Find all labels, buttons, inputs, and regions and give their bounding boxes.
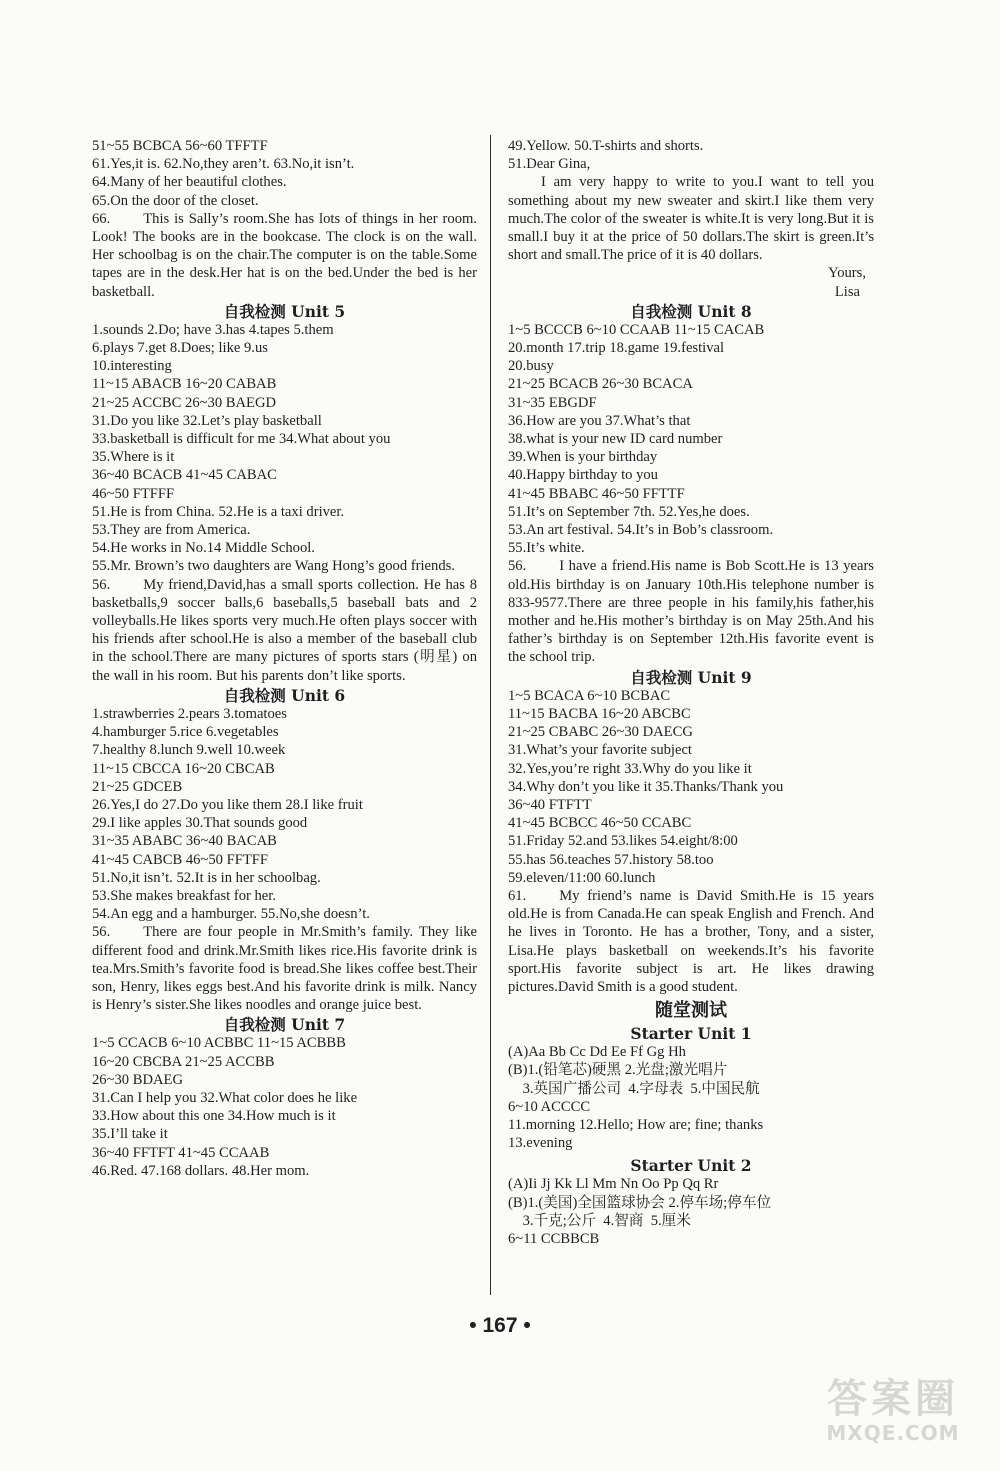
answer-line: 39.When is your birthday [508, 449, 658, 466]
unit6-heading: 自我检测 Unit 6 [223, 685, 346, 705]
starter-unit2-heading: Starter Unit 2 [630, 1156, 752, 1176]
answer-line: 41~45 BCBCC 46~50 CCABC [508, 815, 692, 832]
answer-line: 61.Yes,it is. 62.No,they aren’t. 63.No,it isn’t. [92, 156, 355, 173]
answer-line: 46~50 FTFFF [92, 485, 175, 502]
answer-line: 53.They are from America. [92, 522, 251, 539]
answer-line: 36.How are you 37.What’s that [508, 412, 691, 429]
answer-line: 46.Red. 47.168 dollars. 48.Her mom. [92, 1162, 310, 1179]
answer-line: 11.morning 12.Hello; How are; fine; thanks [508, 1116, 764, 1133]
answer-line: 10.interesting [92, 358, 172, 375]
answer-line: 34.Why don’t you like it 35.Thanks/Thank you [508, 778, 784, 795]
answer-line: 55.has 56.teaches 57.history 58.too [508, 851, 714, 868]
unit9-heading: 自我检测 Unit 9 [630, 667, 752, 687]
answer-line: 11~15 BACBA 16~20 ABCBC [508, 705, 691, 722]
page-number: • 167 • [469, 1314, 531, 1337]
column-divider [490, 135, 491, 1295]
answer-line: 31~35 ABABC 36~40 BACAB [92, 833, 277, 850]
answer-line: 31.What’s your favorite subject [508, 742, 692, 759]
watermark-cn: 答案圈 [827, 1376, 959, 1422]
essay-61-unit9 [508, 887, 874, 996]
item-number: 56. [92, 924, 111, 941]
answer-line: 53.She makes breakfast for her. [92, 887, 276, 904]
answer-line: (A)Aa Bb Cc Dd Ee Ff Gg Hh [508, 1044, 686, 1061]
answer-line: 54.He works in No.14 Middle School. [92, 540, 315, 557]
answer-line: 41~45 BBABC 46~50 FFTTF [508, 485, 685, 502]
answer-line: 11~15 ABACB 16~20 CABAB [92, 376, 277, 393]
answer-line: 1.strawberries 2.pears 3.tomatoes [92, 705, 287, 722]
essay-56-unit5 [92, 576, 477, 685]
quiz-heading: 随堂测试 [655, 1000, 727, 1022]
answer-line: 1~5 BCCCB 6~10 CCAAB 11~15 CACAB [508, 321, 765, 338]
page-number-value: 167 [482, 1314, 518, 1337]
answer-line: 20.month 17.trip 18.game 19.festival [508, 340, 725, 357]
answer-line: 11~15 CBCCA 16~20 CBCAB [92, 760, 275, 777]
answer-line: 64.Many of her beautiful clothes. [92, 174, 287, 191]
item-number: 56. [92, 576, 111, 593]
essay-text: My friend,David,has a small sports collection. He has 8 basketballs,9 soccer balls,6 baseballs,5 baseball bats and 2 volleyballs.He likes sports very much.He often plays soccer with his friends after school.He is also a member of the baseball club in the school.There are many pictures of sports stars (明星) on the wall in his room. But his parents don’t like sports. [92, 576, 477, 684]
answer-line: 7.healthy 8.lunch 9.well 10.week [92, 742, 286, 759]
answer-line: 55.It’s white. [508, 540, 585, 557]
essay-66 [92, 210, 477, 301]
answer-line: 36~40 FTFTT [508, 796, 592, 813]
letter-body [508, 173, 874, 264]
answer-line: (B)1.(美国)全国篮球协会 2.停车场;停车位 [508, 1194, 772, 1211]
essay-text: This is Sally’s room.She has lots of things in her room. Look! The books are in the bookcase. The clock is on the wall. Her schoolbag is on the chair.The computer is on the table.Some tapes are in the desk.Her hat is on the bed.Under the bed is her basketball. [92, 210, 477, 300]
answer-line: 33.basketball is difficult for me 34.What about you [92, 431, 391, 448]
answer-line: 21~25 BCACB 26~30 BCACA [508, 376, 693, 393]
left-column [92, 137, 477, 1180]
essay-56-unit6 [92, 923, 477, 1014]
letter-text: I am very happy to write to you.I want to tell you something about my new sweater and skirt.I like them very much.The color of the sweater is white.It is very long.But it is small.I buy it at the price of 50 dollars.The skirt is green.It’s short and small.The price of it is 40 dollars. [508, 174, 874, 264]
answer-line: 26.Yes,I do 27.Do you like them 28.I like fruit [92, 796, 363, 813]
answer-line: 65.On the door of the closet. [92, 192, 259, 209]
answer-line: 4.hamburger 5.rice 6.vegetables [92, 724, 279, 741]
answer-line: 51~55 BCBCA 56~60 TFFTF [92, 138, 268, 154]
answer-line: 13.evening [508, 1135, 573, 1152]
answer-line: 16~20 CBCBA 21~25 ACCBB [92, 1053, 275, 1070]
watermark-logo [808, 1377, 978, 1457]
answer-line: 51.Friday 52.and 53.likes 54.eight/8:00 [508, 833, 738, 850]
essay-text: My friend’s name is David Smith.He is 15 years old.He is from Canada.He can speak English and French. And he lives in Toronto. He has a brother, Tony, and a sister, Lisa.He plays basketball on weekends.It’s his favorite sport.His favorite subject is art. He likes drawing pictures.David Smith is a good student. [508, 887, 874, 995]
answer-line: 54.An egg and a hamburger. 55.No,she doesn’t. [92, 906, 370, 923]
answer-line: 1~5 BCACA 6~10 BCBAC [508, 687, 671, 704]
item-number: 56. [508, 558, 527, 575]
answer-line: 1.sounds 2.Do; have 3.has 4.tapes 5.them [92, 321, 334, 338]
answer-line: 6~11 CCBBCB [508, 1230, 600, 1247]
letter-closing: Yours, [828, 265, 866, 282]
answer-line: 3.英国广播公司 4.字母表 5.中国民航 [508, 1080, 760, 1097]
answer-line: 55.Mr. Brown’s two daughters are Wang Hong’s good friends. [92, 558, 455, 575]
answer-line: 33.How about this one 34.How much is it [92, 1108, 336, 1125]
unit5-heading: 自我检测 Unit 5 [223, 301, 346, 321]
answer-line: 35.I’ll take it [92, 1126, 168, 1143]
answer-line: 3.千克;公斤 4.智商 5.厘米 [508, 1212, 691, 1229]
answer-line: 36~40 BCACB 41~45 CABAC [92, 467, 277, 484]
answer-line: 41~45 CABCB 46~50 FFTFF [92, 851, 268, 868]
answer-line: (B)1.(铅笔芯)硬黑 2.光盘;激光唱片 [508, 1062, 728, 1079]
answer-line: 53.An art festival. 54.It’s in Bob’s classroom. [508, 522, 774, 539]
answer-line: 1~5 CCACB 6~10 ACBBC 11~15 ACBBB [92, 1035, 346, 1052]
answer-line: 31.Can I help you 32.What color does he like [92, 1089, 358, 1106]
answer-line: 32.Yes,you’re right 33.Why do you like it [508, 760, 752, 777]
item-number: 66. [92, 210, 111, 227]
starter-unit1-heading: Starter Unit 1 [630, 1024, 752, 1044]
letter-signature: Lisa [834, 283, 860, 300]
answer-line: 38.what is your new ID card number [508, 431, 723, 448]
unit8-heading: 自我检测 Unit 8 [630, 301, 752, 321]
answer-line: 51.No,it isn’t. 52.It is in her schoolbag. [92, 869, 321, 886]
answer-line: 21~25 CBABC 26~30 DAECG [508, 724, 693, 741]
essay-text: There are four people in Mr.Smith’s family. They like different food and drink.Mr.Smith likes rice.His favorite drink is tea.Mrs.Smith’s favorite food is bread.She likes coffee best.Their son, Henry, likes eggs best.And his favorite drink is milk. Nancy is Henry’s sister.She likes noodles and orange juice best. [92, 924, 477, 1014]
answer-line: 40.Happy birthday to you [508, 467, 658, 484]
answer-line: 6.plays 7.get 8.Does; like 9.us [92, 340, 268, 357]
answer-line: 51.It’s on September 7th. 52.Yes,he does. [508, 503, 750, 520]
watermark-url: MXQE.COM [826, 1421, 960, 1445]
answer-line: 21~25 GDCEB [92, 778, 183, 795]
answer-line: 6~10 ACCCC [508, 1098, 591, 1115]
answer-line: (A)Ii Jj Kk Ll Mm Nn Oo Pp Qq Rr [508, 1176, 719, 1193]
answer-line: 51.Dear Gina, [508, 156, 591, 173]
answer-line: 20.busy [508, 358, 554, 375]
essay-56-unit8 [508, 557, 874, 666]
answer-line: 29.I like apples 30.That sounds good [92, 815, 308, 832]
answer-line: 35.Where is it [92, 449, 175, 466]
answer-line: 31~35 EBGDF [508, 394, 597, 411]
right-column [508, 137, 874, 1248]
item-number: 61. [508, 887, 527, 904]
answer-line: 26~30 BDAEG [92, 1071, 183, 1088]
essay-text: I have a friend.His name is Bob Scott.He is 13 years old.His birthday is on January 10th.His telephone number is 833-9577.There are three people in his family,his father,his mother and he.His mother’s birthday is on May 25th.And his father’s birthday is on September 12th.His favorite event is the school trip. [508, 558, 874, 666]
unit7-heading: 自我检测 Unit 7 [223, 1015, 346, 1035]
answer-line: 49.Yellow. 50.T-shirts and shorts. [508, 138, 704, 154]
answer-line: 36~40 FFTFT 41~45 CCAAB [92, 1144, 270, 1161]
answer-line: 59.eleven/11:00 60.lunch [508, 869, 656, 886]
answer-line: 31.Do you like 32.Let’s play basketball [92, 412, 322, 429]
answer-line: 21~25 ACCBC 26~30 BAEGD [92, 394, 277, 411]
answer-line: 51.He is from China. 52.He is a taxi driver. [92, 503, 345, 520]
